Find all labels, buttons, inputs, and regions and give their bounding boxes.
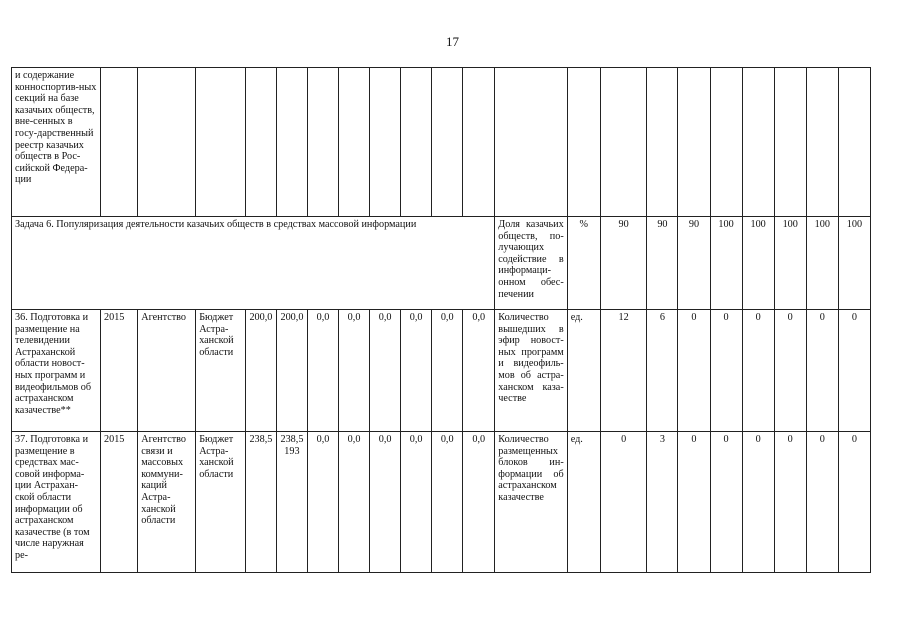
empty-cell <box>432 68 463 217</box>
funding-cell: 0,0 <box>339 432 370 573</box>
funding-cell: 0,0 <box>370 310 401 432</box>
unit-cell: % <box>567 217 600 310</box>
value-cell: 0 <box>678 310 710 432</box>
empty-cell <box>307 68 338 217</box>
value-cell: 0 <box>806 432 838 573</box>
value-cell: 0 <box>742 432 774 573</box>
empty-cell <box>138 68 196 217</box>
empty-cell <box>774 68 806 217</box>
empty-cell <box>838 68 870 217</box>
value-cell: 0 <box>774 432 806 573</box>
funding-cell: 200,0 <box>245 310 276 432</box>
value-cell: 0 <box>774 310 806 432</box>
value-cell: 0 <box>678 432 710 573</box>
year-cell: 2015 <box>101 432 138 573</box>
funding-cell: 0,0 <box>339 310 370 432</box>
empty-cell <box>806 68 838 217</box>
value-cell: 3 <box>647 432 678 573</box>
empty-cell <box>567 68 600 217</box>
funding-cell: 0,0 <box>401 432 432 573</box>
activity-name-cell: и содержание конноспортив-ных секций на базе казачьих обществ, вне-сенных в госу-дарственный реестр казачьих обществ в Рос-сийской Федера-ции <box>12 68 101 217</box>
value-cell: 0 <box>806 310 838 432</box>
funding-cell: 238,5193 <box>276 432 307 573</box>
funding-source-cell: Бюджет Астра-ханской области <box>196 432 246 573</box>
value-cell: 0 <box>838 310 870 432</box>
empty-cell <box>600 68 647 217</box>
value-cell: 100 <box>838 217 870 310</box>
empty-cell <box>196 68 246 217</box>
empty-cell <box>495 68 567 217</box>
activity-name-cell: 36. Подготовка и размещение на телевидении Астраханской области новост-ных программ и видеофильмов об астраханском казачестве** <box>12 310 101 432</box>
value-cell: 0 <box>710 432 742 573</box>
program-table <box>11 67 871 573</box>
funding-cell: 0,0 <box>370 432 401 573</box>
empty-cell <box>339 68 370 217</box>
empty-cell <box>742 68 774 217</box>
empty-cell <box>401 68 432 217</box>
value-cell: 0 <box>710 310 742 432</box>
value-cell: 100 <box>806 217 838 310</box>
funding-cell: 0,0 <box>463 310 495 432</box>
indicator-cell: Количество размещенных блоков ин-формации об астраханском казачестве <box>495 432 567 573</box>
value-cell: 6 <box>647 310 678 432</box>
task-title-cell: Задача 6. Популяризация деятельности казачьих обществ в средствах массовой информации <box>12 217 495 310</box>
funding-cell: 0,0 <box>432 310 463 432</box>
page-number: 17 <box>446 34 459 49</box>
value-cell: 0 <box>742 310 774 432</box>
value-cell: 90 <box>600 217 647 310</box>
indicator-cell: Доля казачьих обществ, по-лучающих содействие в информаци-онном обес-печении <box>495 217 567 310</box>
executor-cell: Агентство <box>138 310 196 432</box>
value-cell: 0 <box>600 432 647 573</box>
empty-cell <box>245 68 276 217</box>
value-cell: 90 <box>678 217 710 310</box>
empty-cell <box>370 68 401 217</box>
empty-cell <box>710 68 742 217</box>
value-cell: 100 <box>710 217 742 310</box>
empty-cell <box>101 68 138 217</box>
funding-cell: 0,0 <box>307 310 338 432</box>
value-cell: 100 <box>742 217 774 310</box>
empty-cell <box>463 68 495 217</box>
funding-cell: 0,0 <box>307 432 338 573</box>
funding-cell: 0,0 <box>432 432 463 573</box>
table-row-task <box>12 217 871 310</box>
unit-cell: ед. <box>567 432 600 573</box>
unit-cell: ед. <box>567 310 600 432</box>
empty-cell <box>678 68 710 217</box>
funding-source-cell: Бюджет Астра-ханской области <box>196 310 246 432</box>
funding-cell: 200,0 <box>276 310 307 432</box>
value-cell: 0 <box>838 432 870 573</box>
empty-cell <box>647 68 678 217</box>
empty-cell <box>276 68 307 217</box>
executor-cell: Агентство связи и массовых коммуни-каций Астра-ханской области <box>138 432 196 573</box>
indicator-cell: Количество вышедших в эфир новост-ных программ и видеофиль-мов об астра-ханском каза-честве <box>495 310 567 432</box>
funding-cell: 238,5 <box>245 432 276 573</box>
activity-name-cell: 37. Подготовка и размещение в средствах мас-совой информа-ции Астрахан-ской области информации об астраханском казачестве (в том числе наружная ре- <box>12 432 101 573</box>
table-row-item-36 <box>12 310 871 432</box>
funding-cell: 0,0 <box>401 310 432 432</box>
table-row-continuation <box>12 68 871 217</box>
table-row-item-37 <box>12 432 871 573</box>
value-cell: 100 <box>774 217 806 310</box>
value-cell: 12 <box>600 310 647 432</box>
value-cell: 90 <box>647 217 678 310</box>
funding-cell: 0,0 <box>463 432 495 573</box>
year-cell: 2015 <box>101 310 138 432</box>
